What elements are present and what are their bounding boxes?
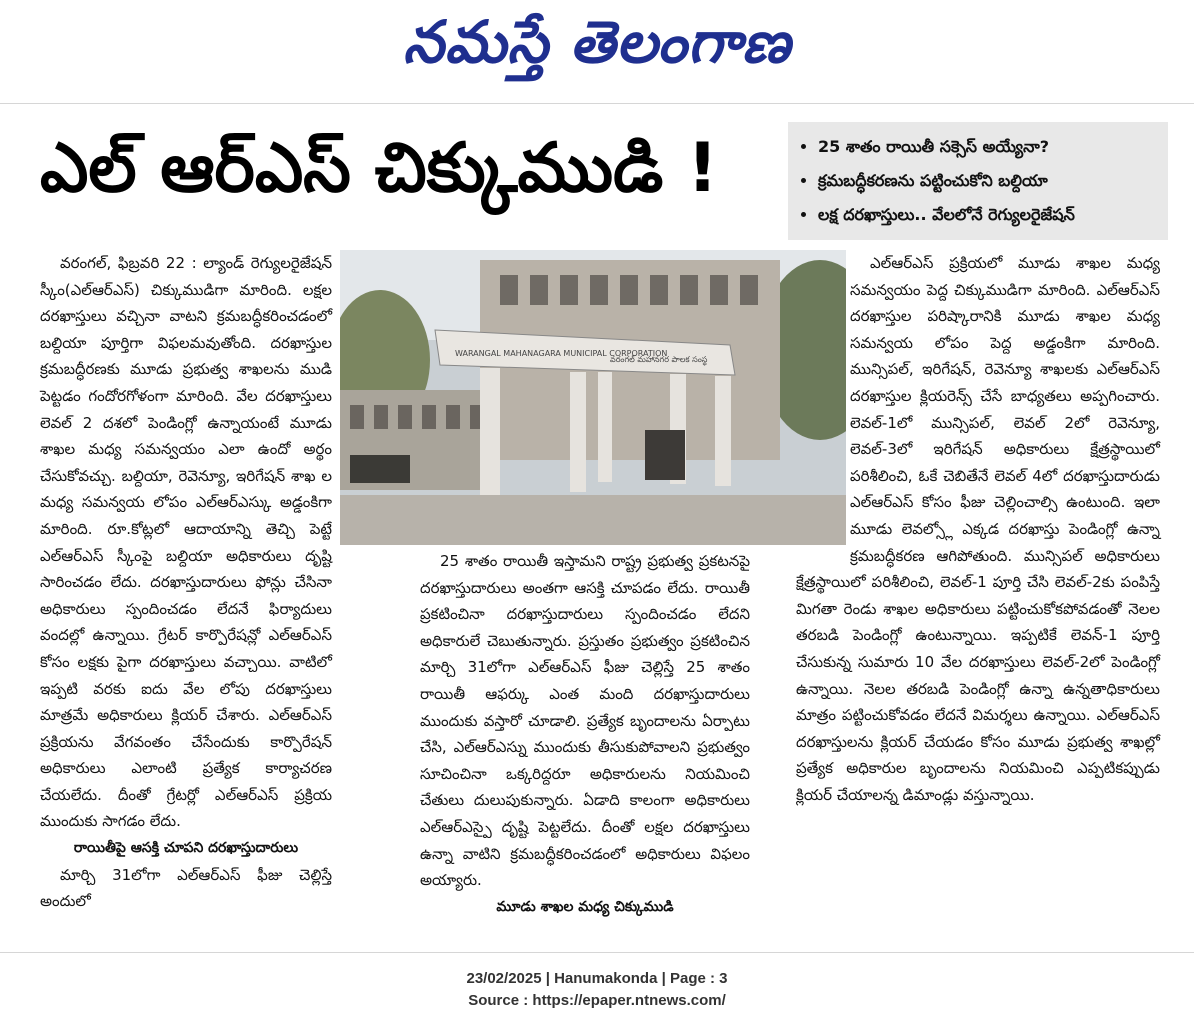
article-column-2 — [420, 548, 750, 920]
newspaper-logo: నమస్తే తెలంగాణ — [403, 8, 791, 76]
article-photo — [340, 250, 846, 545]
edition-info: 23/02/2025 | Hanumakonda | Page : 3 — [466, 970, 728, 987]
body-paragraph: వరంగల్, ఫిబ్రవరి 22 : ల్యాండ్ రెగ్యులరైజేషన్ స్కీం(ఎల్ఆర్ఎస్) చిక్కుముడిగా మారింది. లక్షల దరఖాస్తులు వచ్చినా వాటని క్రమబద్ధీకరించడంలో బల్దియా పూర్తిగా విఫలమవుతోంది. దరఖాస్తుల క్రమబద్ధీరణకు మూడు ప్రభుత్వ శాఖలను ముడి పెట్టడం గందోరగోళంగా మారింది. వేల దరఖాస్తులు లెవల్ 2 దశలో పెండింగ్లో ఉన్నాయంటే మూడు శాఖల మధ్య సమన్వయం ఎలా ఉందో అర్థం చేసుకోవచ్చు. బల్దియా, రెవెన్యూ, ఇరిగేషన్ శాఖ ల మధ్య సమన్వయ లోపం ఎల్ఆర్ఎస్కు అడ్డంకిగా మారింది. రూ.కోట్లలో ఆదాయాన్ని తెచ్చి పెట్టే ఎల్ఆర్ఎస్ స్కీంపై బల్దియా అధికారులు దృష్టి సారించడం లేదు. దరఖాస్తుదారులు ఫోన్లు చేసినా అధికారులు స్పందించడం లేదనే ఫిర్యాదులు వందల్లో ఉన్నాయి. గ్రేటర్ కార్పొరేషన్లో ఎల్ఆర్ఎస్ కోసం లక్షకు పైగా దరఖాస్తులు వచ్చాయి. వాటిలో ఇప్పటి వరకు ఐదు వేల లోపు దరఖాస్తులు మాత్రమే అధికారులు క్లియర్ చేశారు. ఎల్ఆర్ఎస్ ప్రక్రియను వేగవంతం చేసేందుకు కార్పొరేషన్ అధికారులు ఎలాంటి ప్రత్యేక కార్యాచరణ చేయలేదు. దీంతో గ్రేటర్లో ఎల్ఆర్ఎస్ ప్రక్రియ ముందుకు సాగడం లేదు. — [40, 254, 332, 831]
highlight-item: • క్రమబద్ధీకరణను పట్టించుకోని బల్దియా — [818, 164, 1158, 198]
building-photo-illustration — [340, 250, 846, 545]
masthead-divider — [0, 103, 1194, 104]
page-footer — [0, 968, 1194, 1012]
sign-text-right: వరంగల్ మహానగర పాలక సంస్థ — [610, 355, 708, 364]
highlight-item: • 25 శాతం రాయితీ సక్సెస్ అయ్యేనా? — [818, 130, 1158, 164]
masthead — [0, 0, 1194, 100]
article-column-3 — [796, 250, 1160, 808]
photo-wrap-spacer — [796, 250, 850, 552]
body-paragraph: మార్చి 31లోగా ఎల్ఆర్ఎస్ ఫీజు చెల్లిస్తే అందులో — [40, 865, 332, 911]
highlights-box — [788, 122, 1168, 240]
section-subhead: మూడు శాఖల మధ్య చిక్కుముడి — [496, 898, 674, 915]
footer-divider — [0, 952, 1194, 953]
article-column-1 — [40, 250, 332, 915]
sign-text-left: WARANGAL MAHANAGARA MUNICIPAL CORPORATION — [455, 349, 668, 358]
article-headline: ఎల్ ఆర్ఎస్ చిక్కుముడి ! — [40, 129, 718, 208]
highlight-item: • లక్ష దరఖాస్తులు.. వేలలోనే రెగ్యులరైజేషన్ — [818, 198, 1158, 232]
body-paragraph: 25 శాతం రాయితీ ఇస్తామని రాష్ట్ర ప్రభుత్వ ప్రకటనపై దరఖాస్తుదారులు అంతగా ఆసక్తి చూపడం లేదు. రాయితీ ప్రకటించినా దరఖాస్తుదారులు స్పందించడం లేదని అధికారులే చెబుతున్నారు. ప్రస్తుతం ప్రభుత్వం ప్రకటించిన మార్చి 31లోగా ఎల్ఆర్ఎస్ ఫీజు చెల్లిస్తే 25 శాతం రాయితీ ఆఫర్కు ఎంత మంది దరఖాస్తుదారులు ముందుకు వస్తారో చూడాలి. ప్రత్యేక బృందాలను ఏర్పాటు చేసి, ఎల్ఆర్ఎస్ను ముందుకు తీసుకుపోవాలని ప్రభుత్వం సూచించినా ఒక్కరిద్దరూ అధికారులను నియమించి చేతులు దులుపుకున్నారు. ఏడాది కాలంగా అధికారులు ఎల్ఆర్ఎస్పై దృష్టి పెట్టలేదు. దీంతో లక్షల దరఖాస్తులు ఉన్నా వాటిని క్రమబద్ధీకరించడంలో అధికారులు విఫలం అయ్యారు. — [420, 552, 750, 890]
source-link[interactable]: Source : https://epaper.ntnews.com/ — [468, 992, 726, 1009]
section-subhead: రాయితీపై ఆసక్తి చూపని దరఖాస్తుదారులు — [73, 840, 299, 857]
body-paragraph: ఎల్ఆర్ఎస్ ప్రక్రియలో మూడు శాఖల మధ్య సమన్వయం పెద్ద చిక్కుముడిగా మారింది. ఎల్ఆర్ఎస్ దరఖాస్తుల పరిష్కారానికి మూడు శాఖల మధ్య సమన్వయ లోపం పెద్ద అడ్డంకిగా మారింది. మున్సిపల్, ఇరిగేషన్, రెవెన్యూ శాఖలకు ఎల్ఆర్ఎస్ దరఖాస్తుల క్లియరెన్స్ చేసే బాధ్యతలు అప్పగించారు. లెవల్-1లో మున్సిపల్, లెవల్ 2లో రెవెన్యూ, లెవల్-3లో ఇరిగేషన్ అధికారులు క్షేత్రస్థాయిలో పరిశీలించి, ఓకే చెబితేనే లెవల్ 4లో దరఖాస్తుదారుడు ఎల్ఆర్ఎస్ కోసం ఫీజు చెల్లించాల్సి ఉంటుంది. ఇలా మూడు లెవల్స్లో ఎక్కడ దరఖాస్తు పెండింగ్లో ఉన్నా క్రమబద్ధీకరణ ఆగిపోతుంది. మున్సిపల్ అధికారులు క్షేత్రస్థాయిలో పరిశీలించి, లెవల్-1 పూర్తి చేసి లెవల్-2కు పంపిస్తే మిగతా రెండు శాఖల అధికారులు పట్టించుకోకపోవడంతో నెలల తరబడి పెండింగ్లో ఉంటున్నాయి. ఇప్పటికే లెవన్-1 పూర్తి చేసుకున్న సుమారు 10 వేల దరఖాస్తులు లెవల్-2లో పెండింగ్లో ఉన్నాయి. నెలల తరబడి పెండింగ్లో ఉన్నా ఉన్నతాధికారులు మాత్రం పట్టించుకోవడం లేదనే విమర్శలు ఉన్నాయి. ఎల్ఆర్ఎస్ దరఖాస్తులను క్లియర్ చేయడం కోసం మూడు ప్రభుత్వ శాఖల్లో ప్రత్యేక అధికారుల బృందాలను నియమించి ఎప్పటికప్పుడు క్లియర్ చేయాలన్న డిమాండ్లు వస్తున్నాయి. — [796, 254, 1160, 804]
